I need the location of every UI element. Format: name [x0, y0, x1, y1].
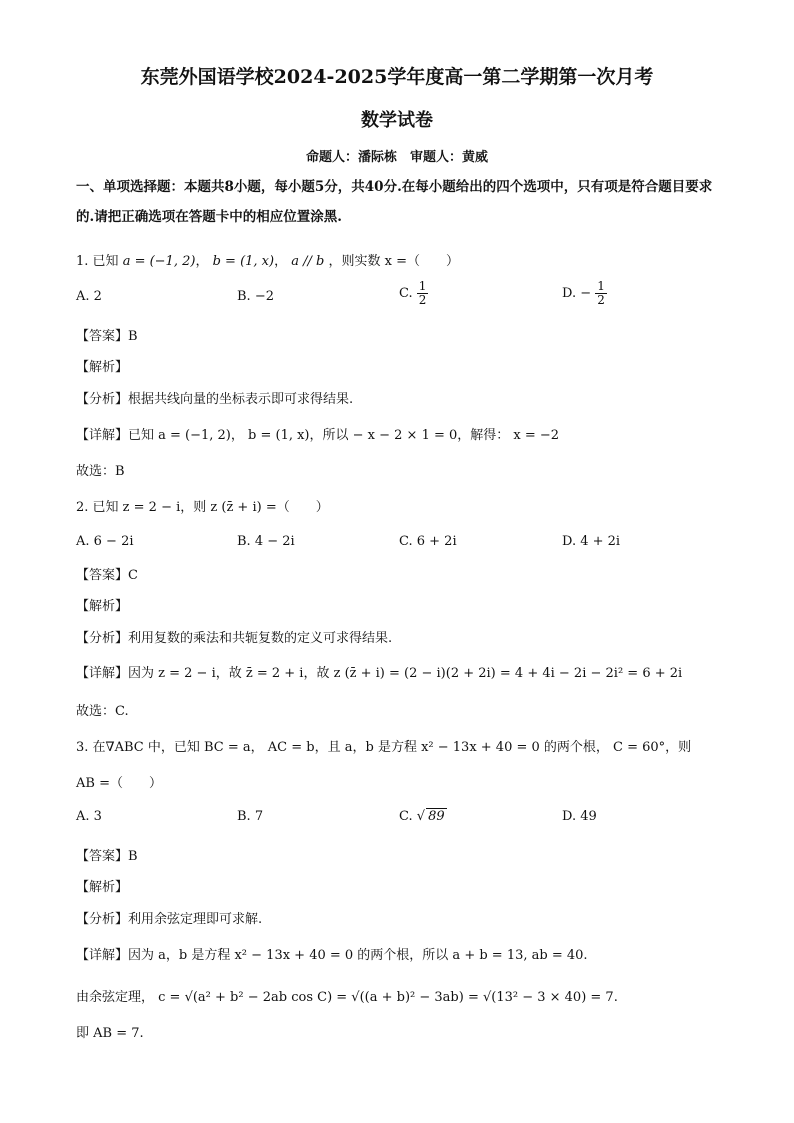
q3-jiexi: 【解析】	[76, 880, 129, 895]
q1-analysis: 【分析】根据共线向量的坐标表示即可求得结果.	[76, 392, 354, 407]
q3-option-c	[399, 809, 447, 824]
section-heading: 一、单项选择题：本题共8小题，每小题5分，共40分.在每小题给出的四个选项中，只有项是符合题目要求的.请把正确选项在答题卡中的相应位置涂黑.	[76, 179, 713, 225]
q1-a-expr: a = (−1, 2)	[122, 254, 196, 269]
q1-option-a: A. 2	[76, 289, 102, 304]
q2-detail: 【详解】因为 z = 2 − i，故 z̄ = 2 + i，故 z (z̄ + i) = (2 − i)(2 + 2i) = 4 + 4i − 2i − 2i² = 6 + 2i	[76, 666, 683, 681]
q1-option-d-prefix: D. −	[562, 286, 592, 301]
q1-option-d-num: 1	[597, 279, 605, 293]
q3-option-a: A. 3	[76, 809, 102, 824]
q3-option-c-value: 89	[428, 809, 445, 824]
sqrt-icon: √	[416, 809, 426, 824]
q2-option-a: A. 6 − 2i	[76, 534, 134, 549]
q1-choose: 故选：B	[76, 464, 125, 479]
q1-option-d-fraction	[595, 280, 607, 307]
q1-option-b: B. −2	[237, 289, 274, 304]
q1-answer: 【答案】B	[76, 329, 138, 344]
q3-stem-line2: AB =（ ）	[76, 776, 162, 791]
q3-option-d: D. 49	[562, 809, 597, 824]
q2-choose: 故选：C.	[76, 704, 129, 719]
exam-title: 东莞外国语学校2024-2025学年度高一第二学期第一次月考	[140, 66, 654, 88]
q2-option-b: B. 4 − 2i	[237, 534, 295, 549]
q1-par-expr: a // b	[291, 254, 325, 269]
q2-jiexi: 【解析】	[76, 599, 129, 614]
q1-stem: 1. 已知 a = (−1, 2)， b = (1, x)， a // b ，则实数 x =（ ）	[76, 254, 459, 269]
q1-b-expr: b = (1, x)	[212, 254, 275, 269]
q3-option-b: B. 7	[237, 809, 264, 824]
q1-option-c-den: 2	[418, 293, 427, 307]
q3-option-c-prefix: C.	[399, 809, 413, 824]
q1-jiexi: 【解析】	[76, 360, 129, 375]
exam-authors: 命题人：潘际栋 审题人：黄威	[305, 150, 488, 165]
q3-answer: 【答案】B	[76, 849, 138, 864]
q1-stem-suffix: ，则实数 x =（ ）	[328, 254, 459, 269]
exam-subtitle: 数学试卷	[361, 110, 433, 131]
q3-conclusion: 即 AB = 7.	[76, 1026, 144, 1041]
q2-option-c: C. 6 + 2i	[399, 534, 457, 549]
q1-option-c-num: 1	[418, 279, 427, 293]
q1-option-d	[562, 280, 607, 307]
q1-option-c-prefix: C.	[399, 286, 413, 301]
q2-stem: 2. 已知 z = 2 − i，则 z (z̄ + i) =（ ）	[76, 500, 329, 515]
q3-analysis: 【分析】利用余弦定理即可求解.	[76, 912, 263, 927]
q2-option-d: D. 4 + 2i	[562, 534, 621, 549]
q1-option-c-fraction	[417, 280, 429, 307]
q3-stem-line1: 3. 在∇ABC 中，已知 BC = a， AC = b，且 a，b 是方程 x² − 13x + 40 = 0 的两个根， C = 60°，则	[76, 740, 692, 755]
q3-detail: 【详解】因为 a，b 是方程 x² − 13x + 40 = 0 的两个根，所以 a + b = 13, ab = 40.	[76, 948, 588, 963]
q1-stem-prefix: 1. 已知	[76, 254, 119, 269]
q2-analysis: 【分析】利用复数的乘法和共轭复数的定义可求得结果.	[76, 631, 393, 646]
q1-option-d-den: 2	[597, 293, 605, 307]
q1-option-c	[399, 280, 428, 307]
q3-cosine-law: 由余弦定理， c = √(a² + b² − 2ab cos C) = √((a + b)² − 3ab) = √(13² − 3 × 40) = 7.	[76, 990, 618, 1005]
q1-detail: 【详解】已知 a = (−1, 2)， b = (1, x)，所以 − x − 2 × 1 = 0，解得： x = −2	[76, 428, 560, 443]
q2-answer: 【答案】C	[76, 568, 138, 583]
